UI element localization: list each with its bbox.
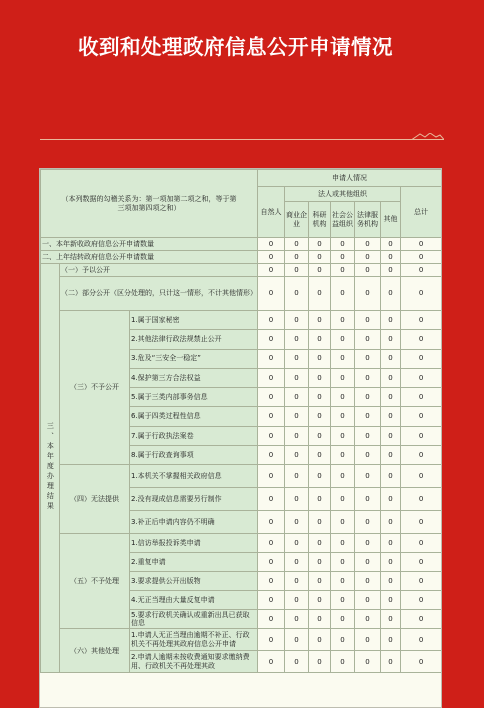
col-header: 商业企业 — [285, 202, 309, 238]
cell-value: 0 — [258, 511, 285, 534]
cell-value: 0 — [309, 553, 331, 572]
cell-value: 0 — [258, 465, 285, 488]
cell-value: 0 — [381, 388, 401, 407]
row-label: （二）部分公开（区分处理的，只计这一情形，不计其他情形） — [60, 277, 258, 311]
cell-value: 0 — [401, 311, 442, 330]
cell-value: 0 — [331, 349, 355, 368]
cell-value: 0 — [381, 426, 401, 445]
cell-value: 0 — [381, 264, 401, 277]
sub-row-label: 3.补正后申请内容仍不明确 — [130, 511, 258, 534]
sub-row-label: 3.要求提供公开出版物 — [130, 572, 258, 591]
cell-value: 0 — [309, 368, 331, 387]
cell-value: 0 — [355, 311, 381, 330]
cell-value: 0 — [258, 277, 285, 311]
legal-group-header: 法人或其他组织 — [285, 187, 401, 202]
col-header: 法律服务机构 — [355, 202, 381, 238]
cell-value: 0 — [355, 388, 381, 407]
row-label: 二、上年结转政府信息公开申请数量 — [41, 251, 258, 264]
group-label: （三）不予公开 — [60, 311, 130, 465]
cell-value: 0 — [309, 629, 331, 651]
cell-value: 0 — [381, 311, 401, 330]
mountain-ornament-icon — [412, 133, 444, 140]
table-note: （本列数据的勾稽关系为：第一项加第二项之和，等于第三项加第四项之和） — [41, 170, 258, 238]
cell-value: 0 — [401, 629, 442, 651]
cell-value: 0 — [331, 264, 355, 277]
cell-value: 0 — [285, 426, 309, 445]
cell-value: 0 — [285, 553, 309, 572]
cell-value: 0 — [331, 277, 355, 311]
cell-value: 0 — [285, 572, 309, 591]
cell-value: 0 — [285, 534, 309, 553]
cell-value: 0 — [258, 610, 285, 629]
cell-value: 0 — [381, 534, 401, 553]
cell-value: 0 — [309, 488, 331, 511]
cell-value: 0 — [381, 553, 401, 572]
cell-value: 0 — [309, 349, 331, 368]
total-header: 总计 — [401, 187, 442, 238]
cell-value: 0 — [355, 277, 381, 311]
cell-value: 0 — [355, 553, 381, 572]
cell-value: 0 — [331, 388, 355, 407]
cell-value: 0 — [258, 311, 285, 330]
cell-value: 0 — [355, 264, 381, 277]
cell-value: 0 — [331, 465, 355, 488]
cell-value: 0 — [401, 651, 442, 673]
cell-value: 0 — [309, 511, 331, 534]
cell-value: 0 — [355, 446, 381, 465]
sub-row-label: 2.重复申请 — [130, 553, 258, 572]
cell-value: 0 — [381, 465, 401, 488]
sub-row-label: 2.没有现成信息需要另行制作 — [130, 488, 258, 511]
cell-value: 0 — [285, 349, 309, 368]
cell-value: 0 — [381, 277, 401, 311]
cell-value: 0 — [401, 330, 442, 349]
cell-value: 0 — [258, 251, 285, 264]
cell-value: 0 — [401, 238, 442, 251]
decorative-divider — [40, 133, 444, 141]
cell-value: 0 — [401, 591, 442, 610]
cell-value: 0 — [381, 629, 401, 651]
natural-person-header: 自然人 — [258, 187, 285, 238]
cell-value: 0 — [331, 610, 355, 629]
cell-value: 0 — [381, 591, 401, 610]
cell-value: 0 — [401, 534, 442, 553]
sub-row-label: 4.无正当理由大量反复申请 — [130, 591, 258, 610]
cell-value: 0 — [401, 511, 442, 534]
row-label: （一）予以公开 — [60, 264, 258, 277]
cell-value: 0 — [258, 591, 285, 610]
cell-value: 0 — [355, 572, 381, 591]
cell-value: 0 — [401, 610, 442, 629]
cell-value: 0 — [355, 330, 381, 349]
cell-value: 0 — [309, 330, 331, 349]
sub-row-label: 3.危及“三安全一稳定” — [130, 349, 258, 368]
cell-value: 0 — [331, 488, 355, 511]
cell-value: 0 — [355, 407, 381, 426]
cell-value: 0 — [309, 572, 331, 591]
cell-value: 0 — [258, 572, 285, 591]
section-label-text: 三、本年度办理结果 — [46, 421, 55, 512]
cell-value: 0 — [331, 330, 355, 349]
cell-value: 0 — [355, 368, 381, 387]
sub-row-label: 7.属于行政执法案卷 — [130, 426, 258, 445]
statistics-table-card — [39, 168, 442, 708]
cell-value: 0 — [309, 251, 331, 264]
cell-value: 0 — [258, 238, 285, 251]
col-header: 科研机构 — [309, 202, 331, 238]
cell-value: 0 — [285, 446, 309, 465]
cell-value: 0 — [285, 330, 309, 349]
cell-value: 0 — [309, 446, 331, 465]
cell-value: 0 — [331, 651, 355, 673]
cell-value: 0 — [381, 407, 401, 426]
cell-value: 0 — [309, 388, 331, 407]
cell-value: 0 — [381, 511, 401, 534]
cell-value: 0 — [381, 238, 401, 251]
cell-value: 0 — [381, 488, 401, 511]
cell-value: 0 — [258, 629, 285, 651]
cell-value: 0 — [381, 651, 401, 673]
col-header: 社会公益组织 — [331, 202, 355, 238]
applicant-header: 申请人情况 — [258, 170, 442, 187]
cell-value: 0 — [309, 591, 331, 610]
cell-value: 0 — [258, 446, 285, 465]
cell-value: 0 — [285, 511, 309, 534]
section-label — [41, 264, 60, 673]
sub-row-label: 4.保护第三方合法权益 — [130, 368, 258, 387]
cell-value: 0 — [331, 251, 355, 264]
cell-value: 0 — [285, 238, 309, 251]
cell-value: 0 — [401, 368, 442, 387]
cell-value: 0 — [309, 610, 331, 629]
cell-value: 0 — [258, 349, 285, 368]
cell-value: 0 — [401, 446, 442, 465]
cell-value: 0 — [309, 426, 331, 445]
cell-value: 0 — [381, 251, 401, 264]
cell-value: 0 — [309, 651, 331, 673]
sub-row-label: 1.本机关不掌握相关政府信息 — [130, 465, 258, 488]
cell-value: 0 — [355, 651, 381, 673]
sub-row-label: 6.属于四类过程性信息 — [130, 407, 258, 426]
cell-value: 0 — [355, 251, 381, 264]
cell-value: 0 — [285, 488, 309, 511]
sub-row-label: 1.属于国家秘密 — [130, 311, 258, 330]
cell-value: 0 — [258, 651, 285, 673]
sub-row-label: 5.属于三类内部事务信息 — [130, 388, 258, 407]
cell-value: 0 — [331, 534, 355, 553]
cell-value: 0 — [258, 330, 285, 349]
cell-value: 0 — [331, 238, 355, 251]
sub-row-label: 2.其他法律行政法规禁止公开 — [130, 330, 258, 349]
cell-value: 0 — [381, 446, 401, 465]
cell-value: 0 — [381, 572, 401, 591]
cell-value: 0 — [401, 264, 442, 277]
cell-value: 0 — [331, 553, 355, 572]
cell-value: 0 — [285, 629, 309, 651]
cell-value: 0 — [355, 426, 381, 445]
cell-value: 0 — [401, 388, 442, 407]
sub-row-label: 1.申请人无正当理由逾期不补正、行政机关不再处理其政府信息公开申请 — [130, 629, 258, 651]
cell-value: 0 — [355, 511, 381, 534]
cell-value: 0 — [381, 610, 401, 629]
cell-value: 0 — [309, 311, 331, 330]
cell-value: 0 — [285, 610, 309, 629]
cell-value: 0 — [285, 368, 309, 387]
cell-value: 0 — [285, 277, 309, 311]
cell-value: 0 — [401, 277, 442, 311]
cell-value: 0 — [309, 277, 331, 311]
cell-value: 0 — [401, 465, 442, 488]
cell-value: 0 — [309, 465, 331, 488]
cell-value: 0 — [258, 407, 285, 426]
cell-value: 0 — [309, 238, 331, 251]
cell-value: 0 — [331, 629, 355, 651]
cell-value: 0 — [285, 388, 309, 407]
cell-value: 0 — [331, 572, 355, 591]
cell-value: 0 — [285, 407, 309, 426]
cell-value: 0 — [331, 591, 355, 610]
cell-value: 0 — [285, 651, 309, 673]
cell-value: 0 — [285, 264, 309, 277]
cell-value: 0 — [355, 629, 381, 651]
cell-value: 0 — [355, 591, 381, 610]
cell-value: 0 — [258, 426, 285, 445]
group-label: （五）不予处理 — [60, 534, 130, 629]
cell-value: 0 — [355, 349, 381, 368]
sub-row-label: 5.要求行政机关确认或重新出具已获取信息 — [130, 610, 258, 629]
cell-value: 0 — [285, 251, 309, 264]
sub-row-label: 2.申请人逾期未按收费通知要求缴纳费用、行政机关不再处理其政 — [130, 651, 258, 673]
cell-value: 0 — [401, 251, 442, 264]
cell-value: 0 — [355, 465, 381, 488]
cell-value: 0 — [258, 368, 285, 387]
sub-row-label: 1.信访举报投诉类申请 — [130, 534, 258, 553]
col-header: 其他 — [381, 202, 401, 238]
cell-value: 0 — [355, 488, 381, 511]
row-label: 一、本年新收政府信息公开申请数量 — [41, 238, 258, 251]
cell-value: 0 — [355, 534, 381, 553]
cell-value: 0 — [381, 368, 401, 387]
cell-value: 0 — [258, 488, 285, 511]
cell-value: 0 — [331, 311, 355, 330]
cell-value: 0 — [331, 511, 355, 534]
cell-value: 0 — [401, 349, 442, 368]
cell-value: 0 — [401, 426, 442, 445]
sub-row-label: 8.属于行政查询事项 — [130, 446, 258, 465]
info-disclosure-table — [40, 169, 442, 673]
cell-value: 0 — [401, 553, 442, 572]
cell-value: 0 — [381, 349, 401, 368]
cell-value: 0 — [258, 534, 285, 553]
cell-value: 0 — [401, 572, 442, 591]
cell-value: 0 — [258, 553, 285, 572]
page-title: 收到和处理政府信息公开申请情况 — [78, 35, 393, 59]
cell-value: 0 — [285, 465, 309, 488]
group-label: （六）其他处理 — [60, 629, 130, 673]
cell-value: 0 — [381, 330, 401, 349]
cell-value: 0 — [258, 264, 285, 277]
cell-value: 0 — [401, 407, 442, 426]
cell-value: 0 — [309, 264, 331, 277]
cell-value: 0 — [285, 311, 309, 330]
cell-value: 0 — [331, 368, 355, 387]
cell-value: 0 — [355, 238, 381, 251]
cell-value: 0 — [309, 534, 331, 553]
cell-value: 0 — [401, 488, 442, 511]
cell-value: 0 — [309, 407, 331, 426]
cell-value: 0 — [331, 407, 355, 426]
cell-value: 0 — [331, 446, 355, 465]
cell-value: 0 — [331, 426, 355, 445]
group-label: （四）无法提供 — [60, 465, 130, 534]
cell-value: 0 — [285, 591, 309, 610]
cell-value: 0 — [355, 610, 381, 629]
cell-value: 0 — [258, 388, 285, 407]
